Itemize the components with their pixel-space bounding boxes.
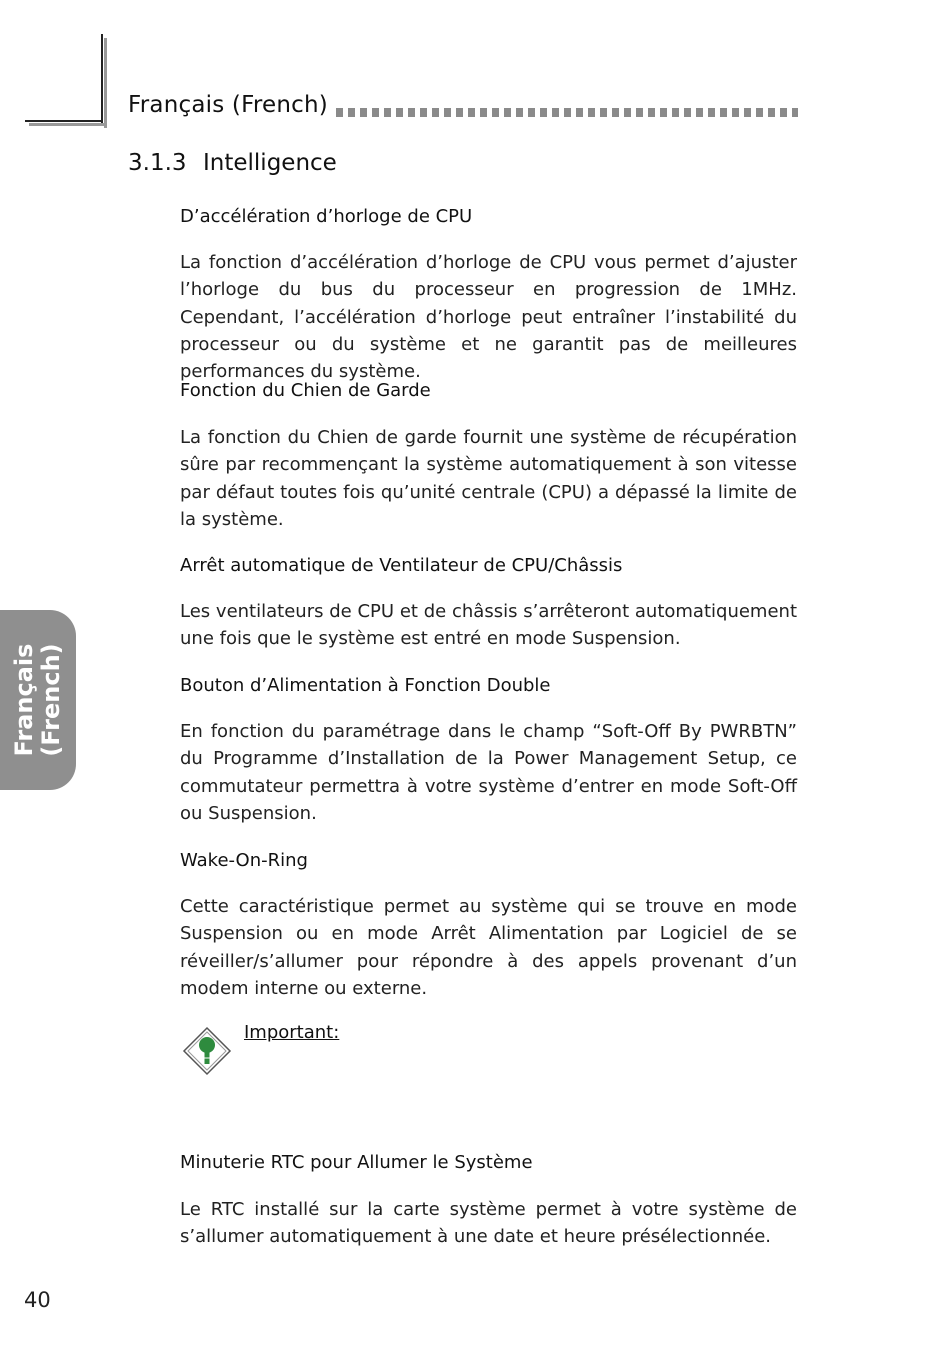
subheading: Arrêt automatique de Ventilateur de CPU/Châssis (180, 555, 623, 576)
block-power-button-text (180, 718, 797, 827)
block-watchdog (180, 377, 797, 404)
header-dotted-rule (336, 108, 798, 117)
paragraph: En fonction du paramétrage dans le champ “Soft-Off By PWRBTN” du Programme d’Installation de la Power Management Setup, ce commutateur permettra à votre système d’entrer en mode Soft-Off ou Suspension. (180, 721, 797, 824)
language-side-tab (0, 610, 76, 790)
block-cpu-clock-text (180, 249, 797, 385)
paragraph: Le RTC installé sur la carte système permet à votre système de s’allumer automatiquement à une date et heure présélectionnée. (180, 1199, 797, 1248)
section-number: 3.1.3 (128, 150, 187, 176)
paragraph: La fonction du Chien de garde fournit une système de récupération sûre par recommençant la système automatiquement à son vitesse par défaut toutes fois qu’unité centrale (CPU) a dépassé la limite de la système. (180, 427, 797, 530)
paragraph: Cette caractéristique permet au système qui se trouve en mode Suspension ou en mode Arrêt Alimentation par Logiciel de se réveiller/s’allumer pour répondre à des appels provenant d’un modem interne ou externe. (180, 896, 797, 999)
page-header-title: Français (French) (128, 92, 328, 118)
block-fan-off-text (180, 598, 797, 653)
block-fan-off (180, 552, 797, 579)
subheading: Fonction du Chien de Garde (180, 380, 431, 401)
section-heading (128, 150, 337, 176)
block-power-button (180, 672, 797, 699)
block-rtc-text (180, 1196, 797, 1251)
block-wake-on-ring (180, 847, 797, 874)
page-number: 40 (24, 1288, 51, 1312)
side-tab-line1: Français (10, 643, 38, 757)
side-tab-line2: (French) (37, 643, 65, 757)
block-wake-on-ring-text (180, 893, 797, 1002)
subheading: D’accélération d’horloge de CPU (180, 206, 473, 227)
paragraph: Les ventilateurs de CPU et de châssis s’arrêteront automatiquement une fois que le système est entré en mode Suspension. (180, 601, 797, 650)
subheading: Minuterie RTC pour Allumer le Système (180, 1152, 533, 1173)
subheading: Wake-On-Ring (180, 850, 308, 871)
important-label: Important: (244, 1022, 340, 1043)
block-cpu-clock (180, 203, 797, 230)
block-watchdog-text (180, 424, 797, 533)
lightbulb-diamond-icon (182, 1026, 232, 1076)
side-tab-label (11, 643, 65, 756)
section-title: Intelligence (203, 150, 337, 176)
subheading: Bouton d’Alimentation à Fonction Double (180, 675, 551, 696)
block-rtc (180, 1149, 797, 1176)
corner-crop-mark (25, 30, 105, 125)
paragraph: La fonction d’accélération d’horloge de CPU vous permet d’ajuster l’horloge du bus du processeur en progression de 1MHz. Cependant, l’accélération d’horloge peut entraîner l’instabilité du processeur ou du système et ne garantit pas de meilleures performances du système. (180, 252, 797, 383)
